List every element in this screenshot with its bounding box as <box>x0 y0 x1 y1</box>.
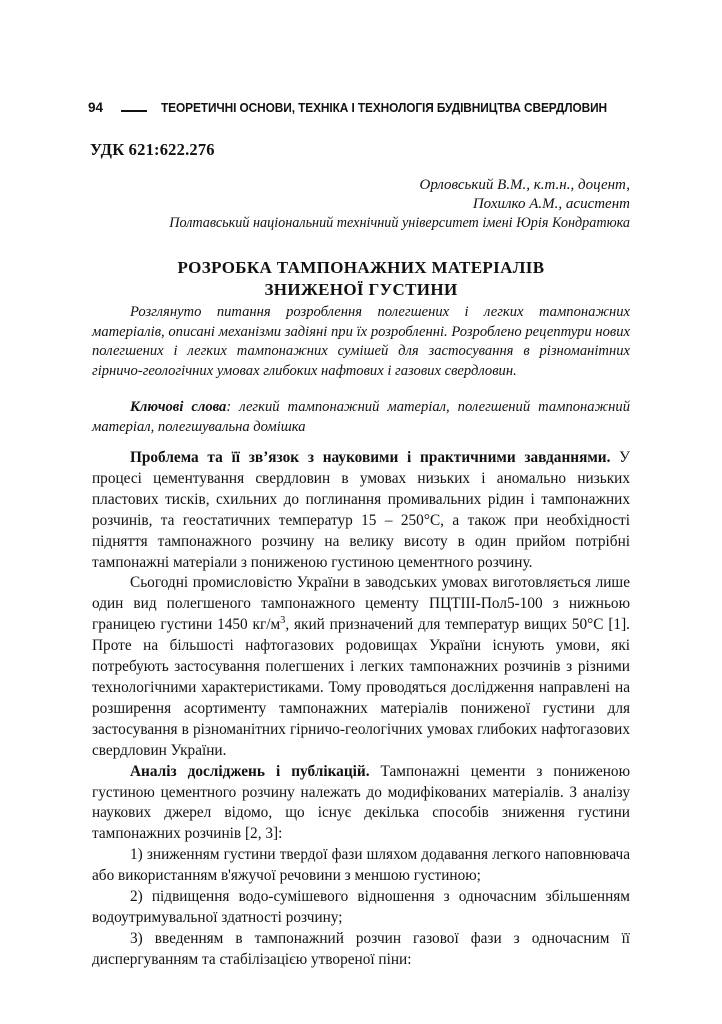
list-item-3: 3) введенням в тампонажний розчин газової фази з одночасним її диспергуванням та стабілізацією утвореної піни: <box>92 929 630 968</box>
abstract-paragraph: Розглянуто питання розроблення полегшених і легких тампонажних матеріалів, описані механізми задіяні при їх розробленні. Розроблено рецептури нових полегшених і легких тампонажних сумішей для застосування в різноманітних гірничо-геологічних умовах глибоких нафтових і газових свердловин. <box>92 304 630 379</box>
list-item-2: 2) підвищення водо-сумішевого відношення з одночасним збільшенням водоутримувальної здатності розчину; <box>92 888 630 926</box>
section-text-problem: У процесі цементування свердловин в умовах низьких і аномально низьких пластових тисків, схильних до поглинання промивальних рідин і тампонажних розчинів, та геостатичних температур 15 – 250°С, а також при необхідності підняття тампонажного розчину на велику висоту в один прийом потрібні тампонажні матеріали з пониженою густиною цементного розчину. <box>92 449 631 571</box>
keywords-list: легкий тампонажний матеріал, полегшений тампонажний матеріал, полегшувальна домішка <box>92 399 630 435</box>
article-title <box>0 257 722 301</box>
keywords-label: Ключові слова <box>130 399 227 415</box>
section-text-analysis: Тампонажні цементи з пониженою густиною цементного розчину належать до модифікованих матеріалів. З аналізу наукових джерел відомо, що існує декілька способів зниження густини тампонажних розчинів [2, 3]: <box>92 762 630 843</box>
keywords-separator: : <box>226 399 232 415</box>
density-unit-superscript: 3 <box>280 615 286 627</box>
running-header <box>88 100 648 115</box>
section-heading-analysis: Аналіз досліджень і публікацій. <box>130 762 370 780</box>
article-title-line-1: РОЗРОБКА ТАМПОНАЖНИХ МАТЕРІАЛІВ <box>177 258 545 278</box>
section-text-industry-part2: , який призначений для температур вищих 50°С [1]. Проте на більшості нафтогазових родовищах України існують умови, які потребують застосування полегшених і легких тампонажних розчинів з різними технологічними характеристиками. Тому проводяться дослідження направлені на розширення асортименту тампонажних матеріалів пониженої густини для застосування в різноманітних гірничо-геологічних умовах глибоких нафтогазових свердловин України. <box>92 616 630 759</box>
running-header-title: ТЕОРЕТИЧНІ ОСНОВИ, ТЕХНІКА І ТЕХНОЛОГІЯ БУДІВНИЦТВА СВЕРДЛОВИН <box>161 100 608 115</box>
body-paragraph-industry <box>92 573 630 761</box>
author-affiliation: Полтавський національний технічний університет імені Юрія Кондратюка <box>169 215 630 231</box>
body-paragraph-problem <box>92 448 630 573</box>
article-title-line-2: ЗНИЖЕНОЇ ГУСТИНИ <box>264 280 458 300</box>
article-body <box>92 448 630 971</box>
authors-block <box>420 176 630 214</box>
header-rule-divider <box>121 110 147 112</box>
section-heading-problem: Проблема та її зв’язок з науковими і практичними завданнями. <box>130 449 611 466</box>
keywords-paragraph <box>92 398 630 437</box>
list-item-1: 1) зниженням густини твердої фази шляхом додавання легкого наповнювача або використанням в'яжучої речовини з меншою густиною; <box>92 846 630 885</box>
body-paragraph-analysis <box>92 762 630 846</box>
section-text-industry-part1: Сьогодні промисловістю України в заводських умовах виготовляється лише один вид полегшеного тампонажного цементу ПЦТIII-Пол5-100 з нижньою границею густини 1450 кг/м <box>92 574 630 634</box>
udc-code: УДК 621:622.276 <box>90 140 215 159</box>
page-folio-number: 94 <box>88 100 104 115</box>
author-line-2: Похилко А.М., асистент <box>472 196 630 212</box>
author-line-1: Орловський В.М., к.т.н., доцент, <box>419 177 630 193</box>
